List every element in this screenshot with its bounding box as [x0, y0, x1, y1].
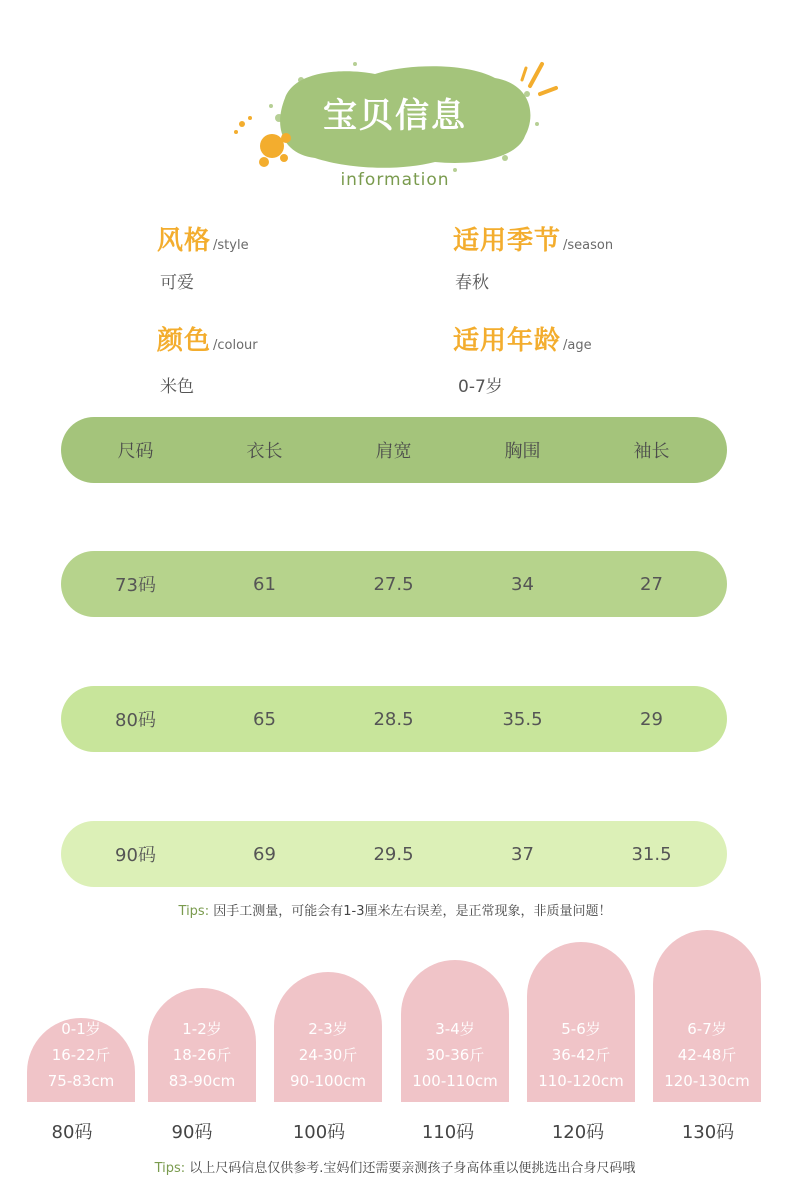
page-title: 宝贝信息: [323, 96, 467, 136]
age-card: [148, 988, 256, 1102]
arch-size-label: 100码: [292, 1122, 346, 1143]
header-size: 尺码: [117, 441, 154, 462]
age-range: 3-4岁: [435, 1020, 475, 1038]
row-sleeve: 27: [640, 573, 663, 595]
row-shoulder: 27.5: [373, 573, 414, 595]
page-subtitle: information: [340, 170, 450, 190]
arch-size-label: 130码: [681, 1122, 735, 1143]
age-card: [653, 930, 761, 1102]
height-range: 110-120cm: [538, 1072, 624, 1090]
height-range: 90-100cm: [290, 1072, 366, 1090]
age-card: [274, 972, 382, 1102]
height-range: 100-110cm: [412, 1072, 498, 1090]
info-style-label: 风格 /style: [157, 226, 249, 256]
arch-size-label: 110码: [421, 1122, 475, 1143]
age-range: 1-2岁: [182, 1020, 222, 1038]
arch-size-label: 80码: [51, 1122, 93, 1143]
header-length: 衣长: [246, 441, 283, 462]
header-chest: 胸围: [504, 441, 541, 462]
info-season-value: 春秋: [455, 273, 489, 293]
row-length: 61: [253, 573, 276, 595]
header-shoulder: 肩宽: [375, 441, 412, 462]
row-chest: 37: [511, 843, 534, 865]
arch-size-label: 90码: [171, 1122, 213, 1143]
info-season-label: 适用季节 /season: [453, 226, 614, 256]
age-card: [401, 960, 509, 1102]
info-style-value: 可爱: [160, 273, 194, 293]
orange-flower-icon: [228, 110, 298, 170]
row-sleeve: 29: [640, 708, 663, 730]
weight-range: 42-48斤: [677, 1046, 737, 1064]
age-range: 0-1岁: [61, 1020, 101, 1038]
info-colour-label: 颜色 /colour: [157, 326, 258, 356]
weight-range: 16-22斤: [51, 1046, 111, 1064]
header-sleeve: 袖长: [633, 441, 670, 462]
height-range: 83-90cm: [168, 1072, 236, 1090]
row-size: 80码: [115, 710, 156, 731]
age-card: [527, 942, 635, 1102]
info-age-value: 0-7岁: [458, 377, 503, 397]
row-shoulder: 29.5: [373, 843, 414, 865]
row-size: 90码: [115, 845, 156, 866]
age-card: [27, 1018, 135, 1102]
info-colour-value: 米色: [160, 377, 194, 397]
weight-range: 18-26斤: [172, 1046, 232, 1064]
table-row: [61, 821, 727, 887]
height-range: 75-83cm: [47, 1072, 115, 1090]
orange-sparkle-icon: [510, 58, 560, 108]
row-length: 69: [253, 843, 276, 865]
table-row: [61, 551, 727, 617]
row-chest: 35.5: [502, 708, 543, 730]
measurement-tips: Tips: 因手工测量，可能会有1-3厘米左右误差，是正常现象，非质量问题！: [178, 904, 612, 919]
row-sleeve: 31.5: [631, 843, 672, 865]
age-range: 5-6岁: [561, 1020, 601, 1038]
row-length: 65: [253, 708, 276, 730]
row-size: 73码: [115, 575, 156, 596]
size-guide-tips: Tips: 以上尺码信息仅供参考.宝妈们还需要亲测孩子身高体重以便挑选出合身尺码哦: [154, 1161, 636, 1176]
age-range: 2-3岁: [308, 1020, 348, 1038]
table-row: [61, 686, 727, 752]
row-chest: 34: [511, 573, 534, 595]
height-range: 120-130cm: [664, 1072, 750, 1090]
row-shoulder: 28.5: [373, 708, 414, 730]
weight-range: 36-42斤: [551, 1046, 611, 1064]
weight-range: 30-36斤: [425, 1046, 485, 1064]
info-age-label: 适用年龄 /age: [453, 326, 592, 356]
arch-size-label: 120码: [551, 1122, 605, 1143]
weight-range: 24-30斤: [298, 1046, 358, 1064]
age-range: 6-7岁: [687, 1020, 727, 1038]
size-table-header: [61, 417, 727, 483]
